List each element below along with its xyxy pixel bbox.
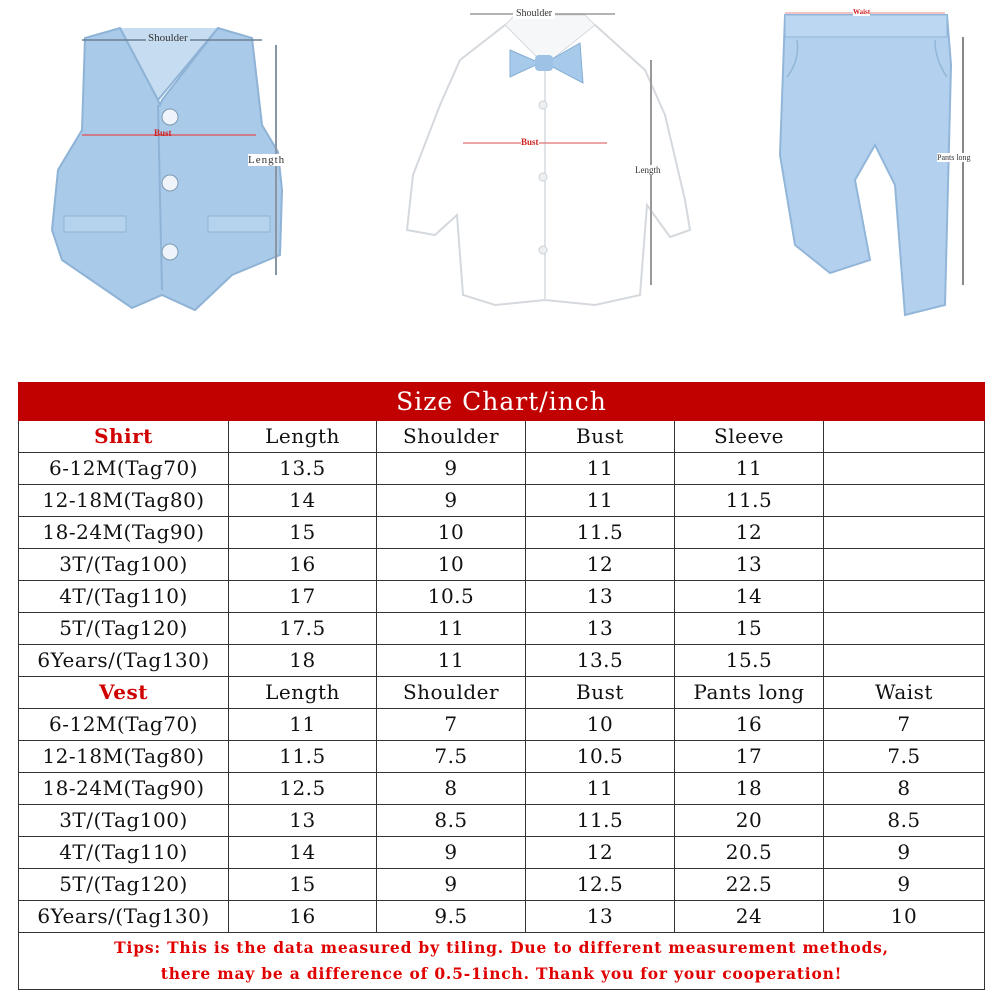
size-label-cell: 6-12M(Tag70) — [19, 709, 229, 741]
measurement-cell: 20 — [675, 805, 824, 837]
column-header: Length — [229, 677, 377, 709]
shirt-section-label: Shirt — [19, 421, 229, 453]
measurement-cell: 11 — [526, 773, 675, 805]
column-header: Shoulder — [377, 421, 526, 453]
measurement-cell: 12 — [526, 549, 675, 581]
size-label-cell: 3T/(Tag100) — [19, 805, 229, 837]
measurement-cell: 7.5 — [377, 741, 526, 773]
column-header: Bust — [526, 421, 675, 453]
measurement-cell: 18 — [675, 773, 824, 805]
measurement-cell: 11 — [377, 613, 526, 645]
vest-size-row — [19, 805, 985, 837]
measurement-cell: 16 — [229, 549, 377, 581]
tips-line1: Tips: This is the data measured by tiling. Due to different measurement methods, — [114, 938, 889, 957]
size-label-cell: 18-24M(Tag90) — [19, 517, 229, 549]
tips-line2: there may be a difference of 0.5-1inch. Thank you for your cooperation! — [160, 964, 843, 983]
measurement-cell: 15 — [229, 517, 377, 549]
size-label-cell: 5T/(Tag120) — [19, 869, 229, 901]
size-chart-title: Size Chart/inch — [19, 383, 985, 421]
measurement-cell: 11 — [675, 453, 824, 485]
measurement-cell: 20.5 — [675, 837, 824, 869]
size-label-cell: 12-18M(Tag80) — [19, 485, 229, 517]
pants-illustration — [775, 5, 1000, 325]
measurement-cell: 13 — [526, 901, 675, 933]
size-label-cell: 5T/(Tag120) — [19, 613, 229, 645]
measurement-cell — [824, 517, 985, 549]
shirt-size-row — [19, 645, 985, 677]
shirt-image — [385, 5, 715, 325]
column-header: Pants long — [675, 677, 824, 709]
measurement-cell: 11 — [526, 485, 675, 517]
measurement-cell: 13.5 — [229, 453, 377, 485]
vest-illustration — [40, 20, 310, 320]
measurement-cell: 15 — [675, 613, 824, 645]
size-label-cell: 12-18M(Tag80) — [19, 741, 229, 773]
size-label-cell: 6-12M(Tag70) — [19, 453, 229, 485]
measurement-cell: 12.5 — [526, 869, 675, 901]
vest-bust-label: Bust — [154, 128, 172, 138]
measurement-cell: 24 — [675, 901, 824, 933]
measurement-cell: 10.5 — [377, 581, 526, 613]
shirt-size-row — [19, 549, 985, 581]
size-label-cell: 4T/(Tag110) — [19, 581, 229, 613]
column-header: Waist — [824, 677, 985, 709]
vest-header-row — [19, 677, 985, 709]
measurement-cell: 17 — [229, 581, 377, 613]
shirt-size-row — [19, 485, 985, 517]
column-header — [824, 421, 985, 453]
size-label-cell: 6Years/(Tag130) — [19, 901, 229, 933]
measurement-cell: 12 — [526, 837, 675, 869]
measurement-cell: 13 — [675, 549, 824, 581]
vest-size-row — [19, 837, 985, 869]
measurement-cell: 9 — [377, 453, 526, 485]
measurement-cell: 13 — [526, 581, 675, 613]
measurement-cell: 14 — [229, 837, 377, 869]
vest-size-row — [19, 741, 985, 773]
measurement-cell: 16 — [675, 709, 824, 741]
measurement-cell: 8 — [377, 773, 526, 805]
measurement-cell: 16 — [229, 901, 377, 933]
measurement-cell: 9 — [377, 485, 526, 517]
measurement-cell: 22.5 — [675, 869, 824, 901]
measurement-cell: 8.5 — [824, 805, 985, 837]
measurement-cell: 11.5 — [526, 805, 675, 837]
size-label-cell: 3T/(Tag100) — [19, 549, 229, 581]
measurement-cell: 12 — [675, 517, 824, 549]
column-header: Sleeve — [675, 421, 824, 453]
shirt-length-label: Length — [635, 165, 661, 175]
shirt-illustration — [385, 5, 715, 325]
size-label-cell: 6Years/(Tag130) — [19, 645, 229, 677]
measurement-cell: 11 — [526, 453, 675, 485]
measurement-cell — [824, 485, 985, 517]
measurement-cell — [824, 549, 985, 581]
product-images — [0, 0, 1000, 340]
vest-size-row — [19, 869, 985, 901]
shirt-size-row — [19, 517, 985, 549]
pants-waist-label: Waist — [853, 8, 871, 16]
measurement-cell: 14 — [229, 485, 377, 517]
measurement-cell — [824, 645, 985, 677]
vest-size-row — [19, 901, 985, 933]
pants-long-label: Pants long — [937, 153, 971, 162]
shirt-size-row — [19, 581, 985, 613]
tips-row — [19, 933, 985, 990]
measurement-cell: 7.5 — [824, 741, 985, 773]
measurement-cell: 9 — [824, 837, 985, 869]
measurement-cell: 14 — [675, 581, 824, 613]
column-header: Shoulder — [377, 677, 526, 709]
measurement-cell: 15.5 — [675, 645, 824, 677]
measurement-cell: 11 — [377, 645, 526, 677]
vest-size-row — [19, 773, 985, 805]
measurement-cell: 10 — [377, 549, 526, 581]
measurement-cell: 10 — [526, 709, 675, 741]
size-chart-table — [18, 382, 985, 990]
measurement-cell: 11 — [229, 709, 377, 741]
measurement-cell — [824, 453, 985, 485]
measurement-cell: 9 — [377, 837, 526, 869]
pants-image — [775, 5, 1000, 325]
shirt-size-row — [19, 453, 985, 485]
measurement-cell: 13 — [526, 613, 675, 645]
vest-image — [40, 20, 310, 320]
tips-note — [19, 933, 985, 990]
measurement-cell: 7 — [377, 709, 526, 741]
measurement-cell — [824, 613, 985, 645]
measurement-cell: 11.5 — [675, 485, 824, 517]
column-header: Bust — [526, 677, 675, 709]
measurement-cell: 10 — [377, 517, 526, 549]
measurement-cell: 11.5 — [526, 517, 675, 549]
size-label-cell: 4T/(Tag110) — [19, 837, 229, 869]
shirt-shoulder-label: Shoulder — [513, 8, 555, 19]
measurement-cell: 18 — [229, 645, 377, 677]
measurement-cell: 8 — [824, 773, 985, 805]
measurement-cell: 9.5 — [377, 901, 526, 933]
shirt-header-row — [19, 421, 985, 453]
measurement-cell: 8.5 — [377, 805, 526, 837]
measurement-cell: 12.5 — [229, 773, 377, 805]
vest-length-label: Length — [248, 154, 286, 166]
shirt-size-row — [19, 613, 985, 645]
measurement-cell: 13 — [229, 805, 377, 837]
measurement-cell: 17.5 — [229, 613, 377, 645]
measurement-cell: 10.5 — [526, 741, 675, 773]
vest-section-label: Vest — [19, 677, 229, 709]
shirt-bust-label: Bust — [521, 137, 539, 147]
measurement-cell: 11.5 — [229, 741, 377, 773]
measurement-cell: 10 — [824, 901, 985, 933]
measurement-cell: 9 — [824, 869, 985, 901]
measurement-cell — [824, 581, 985, 613]
column-header: Length — [229, 421, 377, 453]
measurement-cell: 7 — [824, 709, 985, 741]
measurement-cell: 15 — [229, 869, 377, 901]
vest-size-row — [19, 709, 985, 741]
size-label-cell: 18-24M(Tag90) — [19, 773, 229, 805]
measurement-cell: 13.5 — [526, 645, 675, 677]
vest-shoulder-label: Shoulder — [148, 32, 188, 44]
measurement-cell: 9 — [377, 869, 526, 901]
title-row — [19, 383, 985, 421]
measurement-cell: 17 — [675, 741, 824, 773]
